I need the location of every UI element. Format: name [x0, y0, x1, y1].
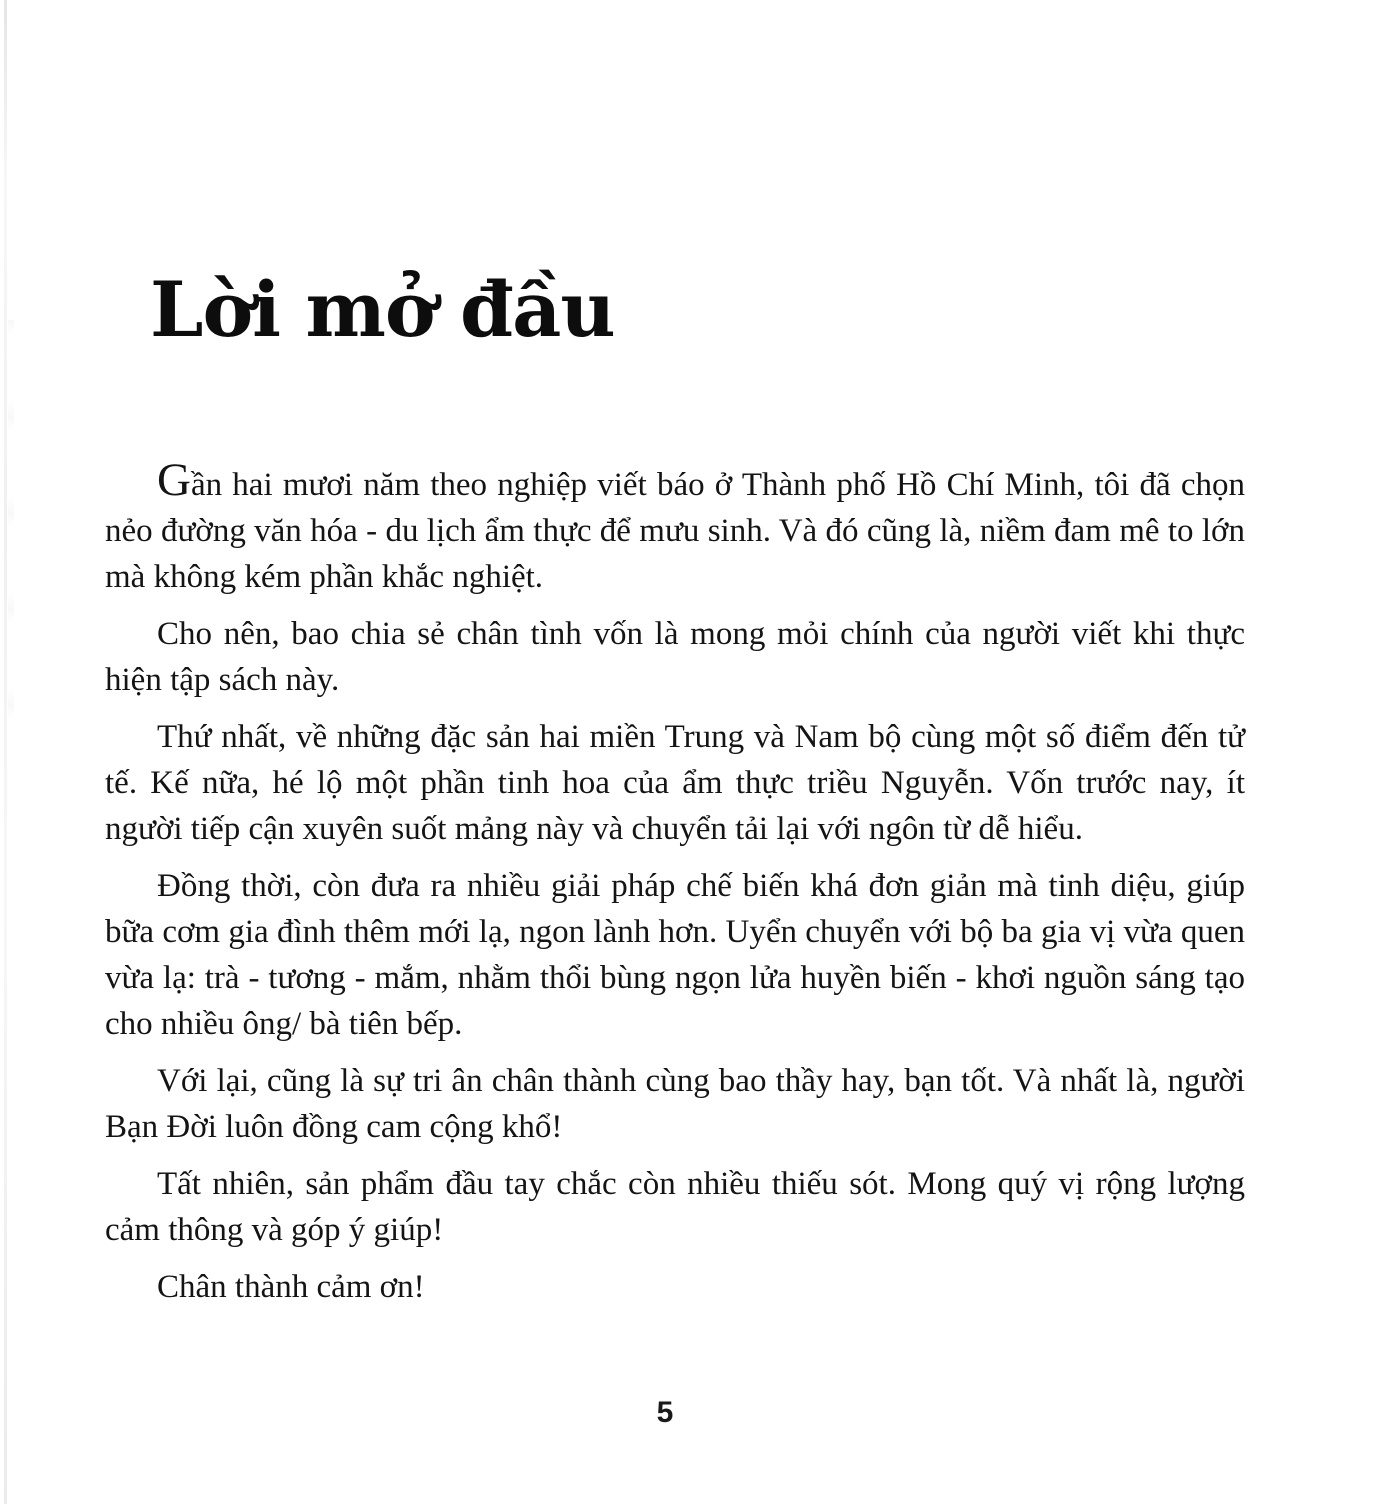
page-title: Lời mở đầu — [150, 265, 615, 354]
initial-capital: G — [157, 454, 191, 506]
preface-text — [105, 454, 1245, 1321]
scan-smudge-artifact — [8, 320, 14, 740]
paragraph: Thứ nhất, về những đặc sản hai miền Trung và Nam bộ cùng một số điểm đến tử tế. Kế nữa, hé lộ một phần tinh hoa của ẩm thực triều Nguyễn. Vốn trước nay, ít người tiếp cận xuyên suốt mảng này và chuyển tải lại với ngôn từ dễ hiểu. — [105, 719, 1245, 847]
paragraph-intro — [105, 454, 1245, 600]
paragraph: Tất nhiên, sản phẩm đầu tay chắc còn nhiều thiếu sót. Mong quý vị rộng lượng cảm thông và góp ý giúp! — [105, 1166, 1245, 1248]
paragraph-text: ần hai mươi năm theo nghiệp viết báo ở Thành phố Hồ Chí Minh, tôi đã chọn nẻo đường văn hóa - du lịch ẩm thực để mưu sinh. Và đó cũng là, niềm đam mê to lớn mà không kém phần khắc nghiệt. — [105, 467, 1245, 595]
paragraph-closing: Chân thành cảm ơn! — [157, 1269, 425, 1305]
paragraph: Đồng thời, còn đưa ra nhiều giải pháp chế biến khá đơn giản mà tinh diệu, giúp bữa cơm gia đình thêm mới lạ, ngon lành hơn. Uyển chuyển với bộ ba gia vị vừa quen vừa lạ: trà - tương - mắm, nhằm thổi bùng ngọn lửa huyền biến - khơi nguồn sáng tạo cho nhiều ông/ bà tiên bếp. — [105, 868, 1245, 1042]
scan-edge-artifact — [4, 0, 7, 1504]
page-number: 5 — [656, 1396, 674, 1429]
paragraph: Với lại, cũng là sự tri ân chân thành cùng bao thầy hay, bạn tốt. Và nhất là, người Bạn Đời luôn đồng cam cộng khổ! — [105, 1063, 1245, 1145]
paragraph: Cho nên, bao chia sẻ chân tình vốn là mong mỏi chính của người viết khi thực hiện tập sách này. — [105, 616, 1245, 698]
